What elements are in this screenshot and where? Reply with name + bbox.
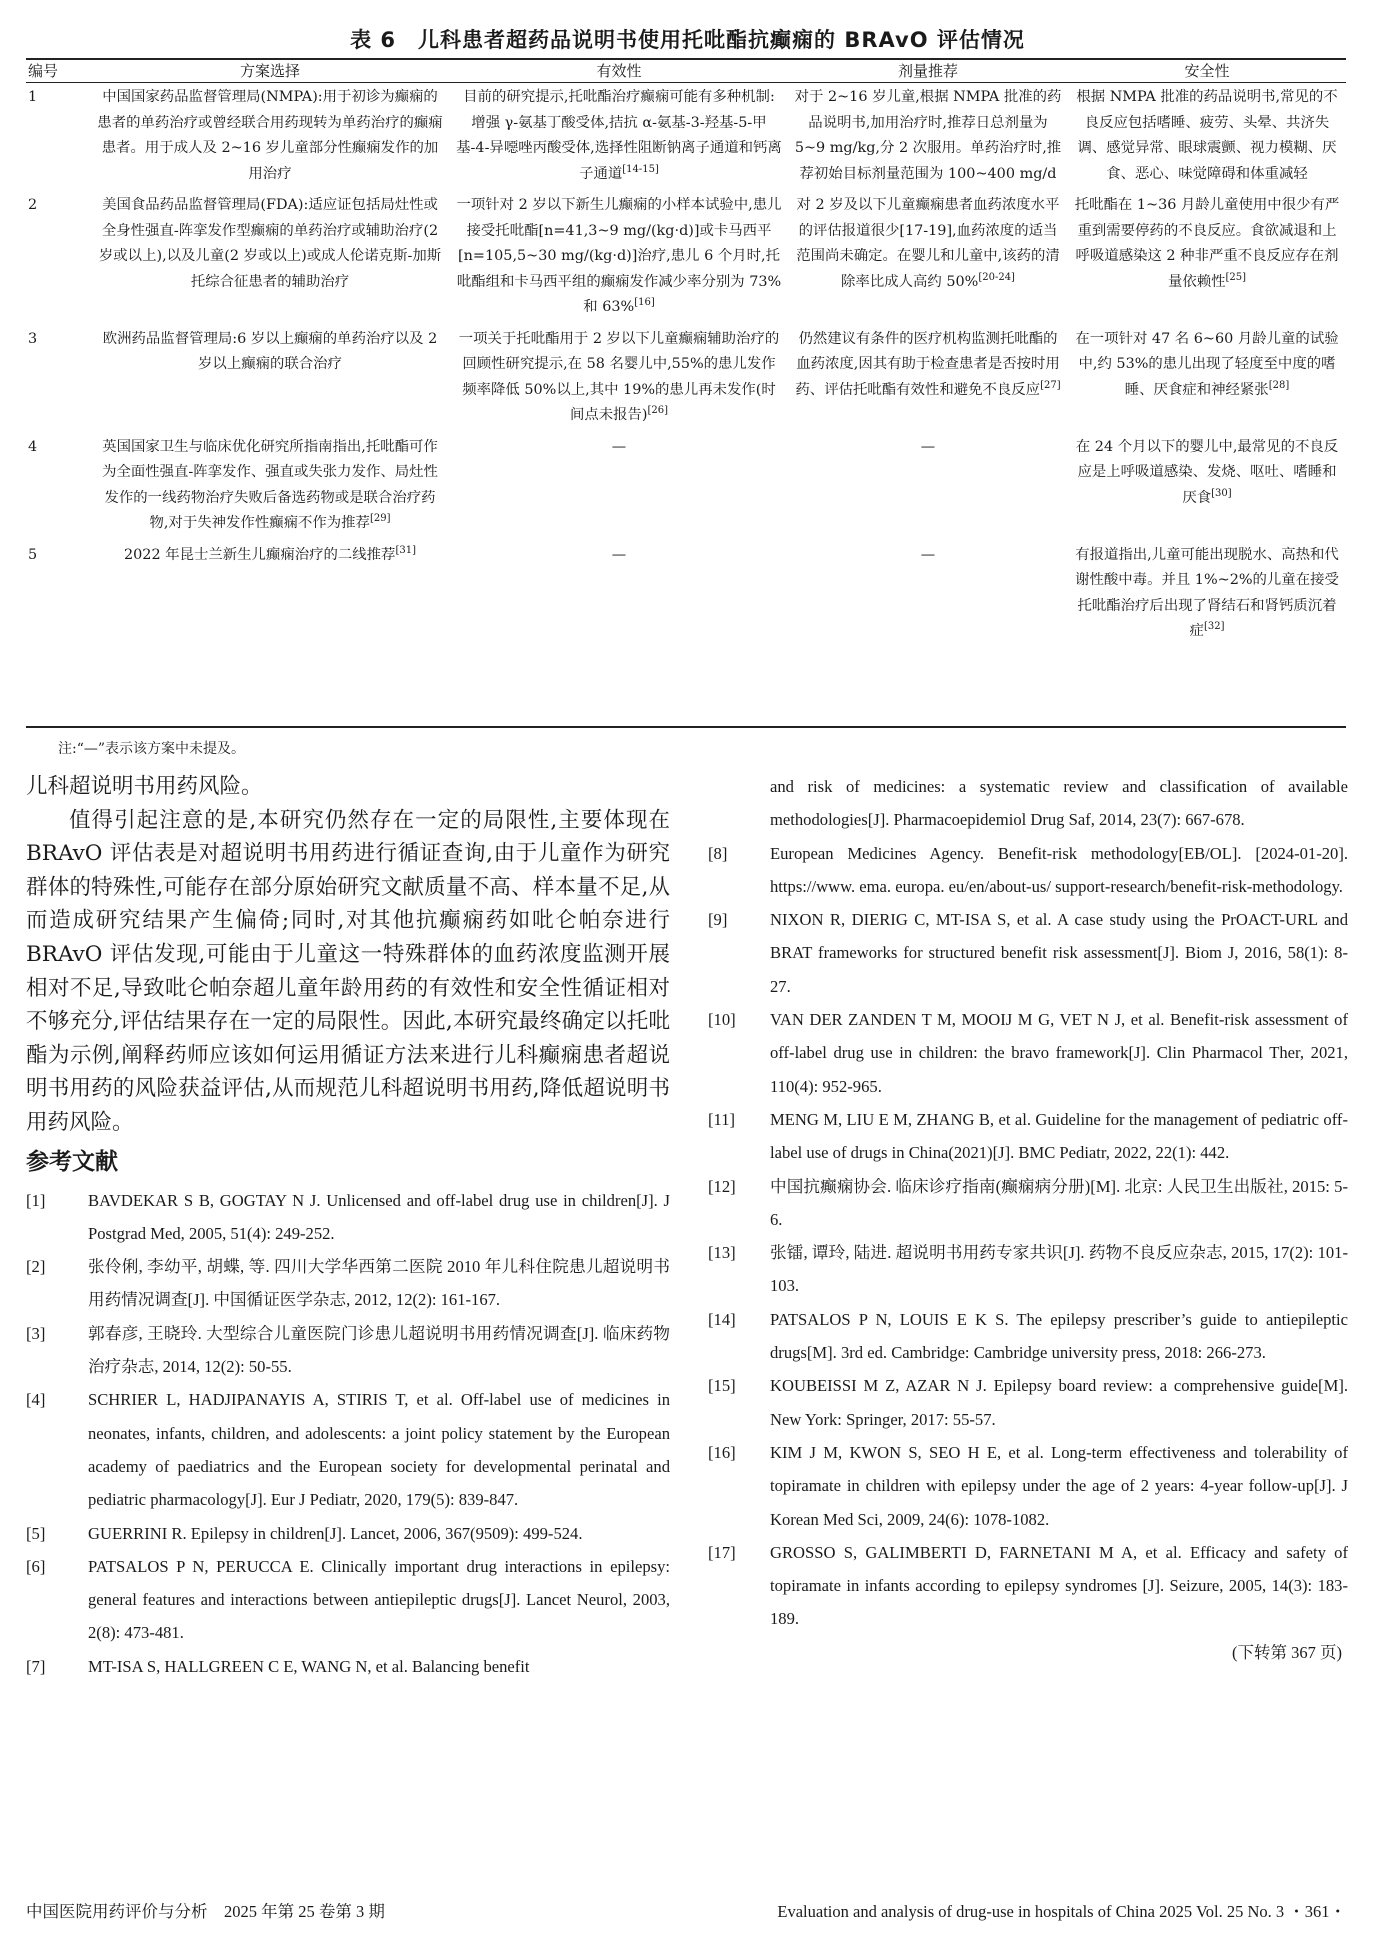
reference-text: 中国抗癫痫协会. 临床诊疗指南(癫痫病分册)[M]. 北京: 人民卫生出版社, 2015: 5-6. — [770, 1176, 1348, 1229]
reference-item — [26, 1550, 670, 1650]
table-row — [26, 325, 1346, 433]
reference-text: MENG M, LIU E M, ZHANG B, et al. Guideline for the management of pediatric off-label use of drugs in China(2021)[J]. BMC Pediatr, 2022, 22(1): 442. — [770, 1109, 1348, 1163]
row-number: 3 — [28, 330, 38, 347]
reference-text: PATSALOS P N, PERUCCA E. Clinically important drug interactions in epilepsy: general features and interactions between antiepileptic drugs[J]. Lancet Neurol, 2003, 2(8): 473-481. — [88, 1556, 670, 1643]
footer-journal-cn: 中国医院用药评价与分析 2025 年第 25 卷第 3 期 — [26, 1902, 385, 1921]
reference-item — [708, 903, 1348, 1003]
reference-number: [14] — [708, 1309, 736, 1329]
dose-text: — — [920, 546, 936, 563]
citation-ref: [32] — [1203, 621, 1225, 632]
reference-number: [15] — [708, 1376, 736, 1396]
reference-number: [7] — [26, 1656, 46, 1676]
reference-item — [26, 1650, 670, 1683]
cell-dose — [788, 191, 1068, 325]
dose-text: 对于 2~16 岁儿童,根据 NMPA 批准的药品说明书,加用治疗时,推荐日总剂量为 5~9 mg/kg,分 2 次服用。单药治疗时,推荐初始目标剂量范围为 100~400 mg/d — [794, 89, 1062, 182]
cell-safety — [1068, 433, 1346, 541]
reference-number: [12] — [708, 1176, 736, 1196]
table-note: 注:“—”表示该方案中未提及。 — [58, 741, 246, 757]
cell-scheme — [90, 433, 450, 541]
reference-text: PATSALOS P N, LOUIS E K S. The epilepsy prescriber’s guide to antiepileptic drugs[M]. 3rd ed. Cambridge: Cambridge university press, 2018: 266-273. — [770, 1309, 1348, 1363]
table-row — [26, 433, 1346, 541]
reference-item — [708, 837, 1348, 904]
scheme-text: 美国食品药品监督管理局(FDA):适应证包括局灶性或全身性强直-阵挛发作型癫痫的单药治疗或辅助治疗(2 岁或以上),以及儿童(2 岁或以上)或成人伦诺克斯-加斯托综合征患者的辅助治疗 — [98, 197, 442, 290]
reference-text: NIXON R, DIERIG C, MT-ISA S, et al. A case study using the PrOACT-URL and BRAT frameworks for structured benefit risk assessment[J]. Biom J, 2016, 58(1): 8-27. — [770, 910, 1348, 996]
reference-item — [26, 1517, 670, 1550]
reference-number: [3] — [26, 1323, 46, 1343]
reference-item — [708, 1236, 1348, 1303]
reference-text: European Medicines Agency. Benefit-risk methodology[EB/OL]. [2024-01-20]. https://www. ema. europa. eu/en/about-us/ support-research/benefit-risk-methodology. — [770, 843, 1348, 896]
paragraph: 儿科超说明书用药风险。 — [26, 774, 263, 799]
right-column — [708, 770, 1348, 1669]
row-number: 4 — [28, 438, 38, 455]
citation-ref: [29] — [369, 513, 391, 524]
scheme-text: 中国国家药品监督管理局(NMPA):用于初诊为癫痫的患者的单药治疗或曾经联合用药现转为单药治疗的癫痫患者。用于成人及 2~16 岁儿童部分性癫痫发作的加用治疗 — [97, 89, 443, 182]
efficacy-text: 一项关于托吡酯用于 2 岁以下儿童癫痫辅助治疗的回顾性研究提示,在 58 名婴儿中,55%的患儿发作频率降低 50%以上,其中 19%的患儿再未发作(时间点未报告) — [458, 330, 780, 423]
reference-text: MT-ISA S, HALLGREEN C E, WANG N, et al. Balancing benefit — [88, 1656, 530, 1676]
cell-scheme — [90, 541, 450, 649]
left-column — [26, 770, 670, 1683]
reference-item — [26, 1383, 670, 1516]
table-row — [26, 191, 1346, 325]
header-safety: 安全性 — [1068, 60, 1346, 83]
reference-number: [16] — [708, 1442, 736, 1462]
table-header-row — [26, 60, 1346, 83]
reference-item — [26, 1184, 670, 1251]
cell-efficacy — [450, 541, 788, 649]
reference-text: GUERRINI R. Epilepsy in children[J]. Lancet, 2006, 367(9509): 499-524. — [88, 1523, 583, 1543]
cell-scheme — [90, 83, 450, 192]
reference-item — [708, 1003, 1348, 1103]
citation-ref: [26] — [647, 405, 669, 416]
cell-scheme — [90, 191, 450, 325]
citation-ref: [14-15] — [622, 163, 659, 175]
cell-efficacy — [450, 83, 788, 192]
cell-efficacy — [450, 325, 788, 433]
cell-dose — [788, 541, 1068, 649]
cell-efficacy — [450, 433, 788, 541]
cell-safety — [1068, 191, 1346, 325]
safety-text: 根据 NMPA 批准的药品说明书,常见的不良反应包括嗜睡、疲劳、头晕、共济失调、感觉异常、眼球震颤、视力模糊、厌食、恶心、味觉障碍和体重减轻 — [1076, 89, 1338, 182]
row-number: 2 — [28, 197, 38, 213]
cell-dose — [788, 325, 1068, 433]
citation-ref: [31] — [395, 544, 416, 556]
scheme-text: 欧洲药品监督管理局:6 岁以上癫痫的单药治疗以及 2 岁以上癫痫的联合治疗 — [102, 330, 438, 372]
row-number: 1 — [28, 89, 38, 105]
reference-number: [11] — [708, 1109, 736, 1129]
cell-safety — [1068, 83, 1346, 192]
reference-text: KOUBEISSI M Z, AZAR N J. Epilepsy board review: a comprehensive guide[M]. New York: Springer, 2017: 55-57. — [770, 1376, 1348, 1429]
footer-journal-en: Evaluation and analysis of drug-use in hospitals of China 2025 Vol. 25 No. 3 ・361・ — [777, 1902, 1346, 1921]
reference-text: GROSSO S, GALIMBERTI D, FARNETANI M A, et al. Efficacy and safety of topiramate in infants according to epilepsy syndromes [J]. Seizure, 2005, 14(3): 183-189. — [770, 1542, 1348, 1629]
header-dose: 剂量推荐 — [788, 60, 1068, 83]
row-number: 5 — [28, 546, 38, 563]
reference-number: [6] — [26, 1556, 46, 1576]
efficacy-text: — — [611, 438, 627, 455]
reference-item — [26, 1317, 670, 1384]
scheme-text: 英国国家卫生与临床优化研究所指南指出,托吡酯可作为全面性强直-阵挛发作、强直或失张力发作、局灶性发作的一线药物治疗失败后备选药物或是联合治疗药物,对于失神发作性癫痫不作为推荐 — [102, 438, 438, 531]
reference-number: [4] — [26, 1390, 46, 1410]
reference-item — [708, 1303, 1348, 1370]
reference-number: [10] — [708, 1010, 736, 1030]
reference-list-left — [26, 1184, 670, 1683]
reference-number: [17] — [708, 1542, 736, 1562]
reference-number: [9] — [708, 910, 728, 930]
reference-number: [13] — [708, 1243, 736, 1263]
reference-item — [26, 1250, 670, 1317]
reference-text: 郭春彦, 王晓玲. 大型综合儿童医院门诊患儿超说明书用药情况调查[J]. 临床药物治疗杂志, 2014, 12(2): 50-55. — [88, 1323, 670, 1377]
reference-text: BAVDEKAR S B, GOGTAY N J. Unlicensed and off-label drug use in children[J]. J Postgrad Med, 2005, 51(4): 249-252. — [88, 1190, 670, 1243]
discussion-text — [26, 770, 670, 1140]
reference-text: VAN DER ZANDEN T M, MOOIJ M G, VET N J, et al. Benefit-risk assessment of off-label drug use in children: the bravo framework[J]. Clin Pharmacol Ther, 2021, 110(4): 952-965. — [770, 1010, 1348, 1096]
reference-item — [708, 1103, 1348, 1170]
cell-safety — [1068, 541, 1346, 649]
safety-text: 有报道指出,儿童可能出现脱水、高热和代谢性酸中毒。并且 1%~2%的儿童在接受托吡酯治疗后出现了肾结石和肾钙质沉着症 — [1075, 546, 1339, 639]
header-num: 编号 — [26, 60, 90, 83]
safety-text: 在一项针对 47 名 6~60 月龄儿童的试验中,约 53%的患儿出现了轻度至中度的嗜睡、厌食症和神经紧张 — [1075, 330, 1339, 398]
table-title: 表 6 儿科患者超药品说明书使用托吡酯抗癫痫的 BRAvO 评估情况 — [350, 28, 1025, 52]
efficacy-text: 目前的研究提示,托吡酯治疗癫痫可能有多种机制:增强 γ-氨基丁酸受体,拮抗 α-氨基-3-羟基-5-甲基-4-异噁唑丙酸受体,选择性阻断钠离子通道和钙离子通道 — [456, 89, 782, 182]
reference-continuation: and risk of medicines: a systematic review and classification of available methodologies[J]. Pharmacoepidemiol Drug Saf, 2014, 23(7): 667-678. — [770, 777, 1348, 830]
efficacy-text: 一项针对 2 岁以下新生儿癫痫的小样本试验中,患儿接受托吡酯[n=41,3~9 mg/(kg·d)]或卡马西平[n=105,5~30 mg/(kg·d)]治疗,患儿 6 个月时,托吡酯组和卡马西平组的癫痫发作减少率分别为 73%和 63% — [456, 197, 782, 315]
table-row — [26, 83, 1346, 192]
reference-text: KIM J M, KWON S, SEO H E, et al. Long-term effectiveness and tolerability of topiramate in children with epilepsy under the age of 2 years: 4-year follow-up[J]. J Korean Med Sci, 2009, 24(6): 1078-1082. — [770, 1442, 1348, 1529]
bravo-table — [26, 60, 1346, 649]
scheme-text: 2022 年昆士兰新生儿癫痫治疗的二线推荐 — [124, 546, 396, 563]
reference-text: SCHRIER L, HADJIPANAYIS A, STIRIS T, et al. Off-label use of medicines in neonates, infants, children, and adolescents: a joint policy statement by the European academy of paediatrics and the European society for developmental perinatal and pediatric pharmacology[J]. Eur J Pediatr, 2020, 179(5): 839-847. — [88, 1390, 670, 1510]
dose-text: 仍然建议有条件的医疗机构监测托吡酯的血药浓度,因其有助于检查患者是否按时用药、评估托吡酯有效性和避免不良反应 — [795, 330, 1060, 398]
cell-scheme — [90, 325, 450, 433]
cell-dose — [788, 83, 1068, 192]
continued-on-page: (下转第 367 页) — [1232, 1642, 1342, 1662]
safety-text: 托吡酯在 1~36 月龄儿童使用中很少有严重到需要停药的不良反应。食欲减退和上呼吸道感染这 2 种非严重不良反应存在剂量依赖性 — [1074, 197, 1340, 290]
reference-number: [2] — [26, 1257, 46, 1277]
reference-number: [5] — [26, 1523, 46, 1543]
cell-safety — [1068, 325, 1346, 433]
reference-number: [8] — [708, 843, 728, 863]
reference-list-right — [708, 770, 1348, 1636]
reference-item — [708, 1369, 1348, 1436]
reference-text: 张镭, 谭玲, 陆进. 超说明书用药专家共识[J]. 药物不良反应杂志, 2015, 17(2): 101-103. — [770, 1243, 1348, 1296]
citation-ref: [25] — [1225, 271, 1247, 283]
dose-text: — — [920, 438, 936, 455]
citation-ref: [28] — [1268, 379, 1290, 391]
cell-efficacy — [450, 191, 788, 325]
reference-item — [708, 1170, 1348, 1237]
paragraph: 值得引起注意的是,本研究仍然存在一定的局限性,主要体现在 BRAvO 评估表是对超说明书用药进行循证查询,由于儿童作为研究群体的特殊性,可能存在部分原始研究文献质量不高、样本量不足,从而造成研究结果产生偏倚;同时,对其他抗癫痫药如吡仑帕奈进行 BRAvO 评估发现,可能由于儿童这一特殊群体的血药浓度监测开展相对不足,导致吡仑帕奈超儿童年龄用药的有效性和安全性循证相对不够充分,评估结果存在一定的局限性。因此,本研究最终确定以托吡酯为示例,阐释药师应该如何运用循证方法来进行儿科癫痫患者超说明书用药的风险获益评估,从而规范儿科超说明书用药,降低超说明书用药风险。 — [26, 807, 670, 1135]
references-heading: 参考文献 — [26, 1148, 118, 1175]
header-scheme: 方案选择 — [90, 60, 450, 83]
header-efficacy: 有效性 — [450, 60, 788, 83]
efficacy-text: — — [611, 546, 627, 563]
citation-ref: [27] — [1040, 379, 1061, 391]
citation-ref: [16] — [634, 297, 655, 308]
citation-ref: [30] — [1211, 487, 1232, 499]
citation-ref: [20-24] — [978, 271, 1015, 283]
cell-dose — [788, 433, 1068, 541]
table-row — [26, 541, 1346, 649]
reference-item — [708, 1436, 1348, 1536]
reference-number: [1] — [26, 1190, 46, 1210]
dose-text: 对 2 岁及以下儿童癫痫患者血药浓度水平的评估报道很少[17-19],血药浓度的适当范围尚未确定。在婴儿和儿童中,该药的清除率比成人高约 50% — [796, 197, 1060, 290]
reference-text: 张伶俐, 李幼平, 胡蝶, 等. 四川大学华西第二医院 2010 年儿科住院患儿超说明书用药情况调查[J]. 中国循证医学杂志, 2012, 12(2): 161-167. — [88, 1257, 670, 1310]
safety-text: 在 24 个月以下的婴儿中,最常见的不良反应是上呼吸道感染、发烧、呕吐、嗜睡和厌食 — [1075, 438, 1339, 506]
table-bottom-rule — [26, 726, 1346, 728]
reference-item — [708, 1536, 1348, 1636]
